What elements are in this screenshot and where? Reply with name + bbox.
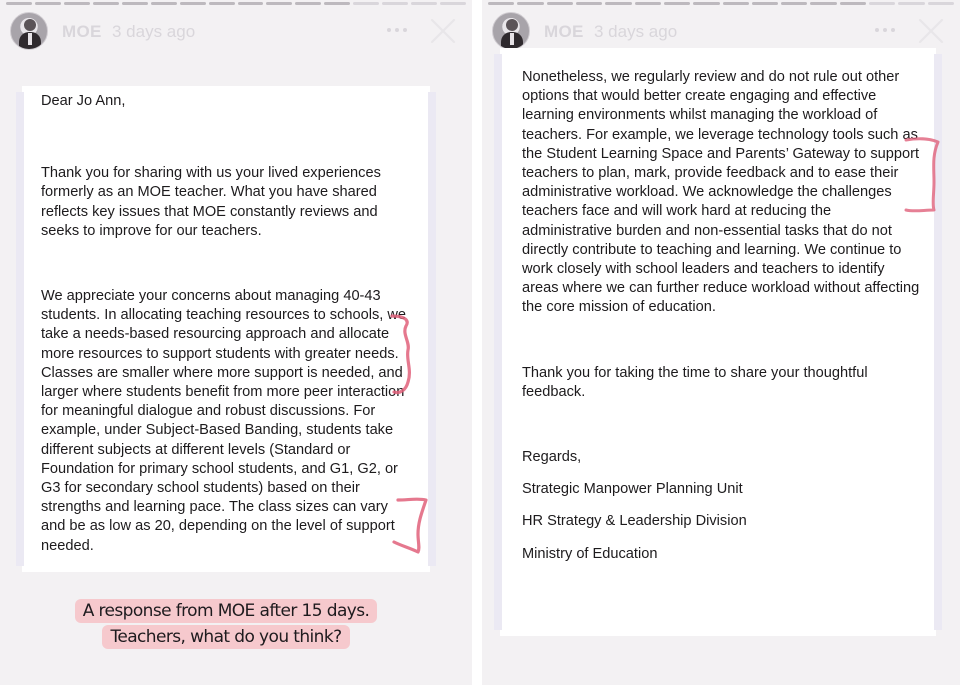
story-panel-right[interactable] [482,0,960,685]
avatar[interactable] [492,12,530,50]
signature-unit: Strategic Manpower Planning Unit [522,481,743,498]
letter-page [500,48,936,636]
story-progress-bar [6,2,466,5]
signature-ministry: Ministry of Education [522,545,658,562]
more-icon[interactable] [384,20,410,40]
account-name[interactable]: MOE [544,22,584,41]
letter-page [22,86,430,572]
signature-division: HR Strategy & Leadership Division [522,513,747,530]
more-icon[interactable] [872,20,898,40]
letter-closing: Regards, [522,449,582,466]
avatar[interactable] [10,12,48,50]
account-name[interactable]: MOE [62,22,102,41]
letter-paragraph: Thank you for taking the time to share your thoughtful feedback. [522,364,868,400]
story-divider [472,0,482,685]
story-header [492,12,950,52]
timestamp: 3 days ago [112,22,196,41]
caption-text: A response from MOE after 15 days. Teachers, what do you think? [75,599,378,649]
timestamp: 3 days ago [594,22,678,41]
story-panel-left[interactable] [0,0,472,685]
story-progress-bar [488,2,954,5]
story-caption [44,598,408,650]
letter-paragraph: We appreciate your concerns about managing 40-43 students. In allocating teaching resources to schools, we take a needs-based resourcing approach and allocate more resources to support students with greater needs. Classes are smaller where more support is needed, and larger where students benefit from more peer interaction for meaningful dialogue and robust discussions. For example, under Subject-Based Banding, students take different subjects at different levels (Standard or Foundation for primary school students, and G1, G2, or G3 for secondary school students) based on their strengths and learning pace. The class sizes can vary and be as low as 20, depending on the level of support needed. [41,288,407,554]
letter-greeting: Dear Jo Ann, [41,93,126,109]
close-icon[interactable] [916,16,946,46]
story-header [10,12,462,52]
letter-paragraph: Nonetheless, we regularly review and do not rule out other options that would better create engaging and effective learning environments whilst managing the workload of teachers. For example, we leverage technology tools such as the Student Learning Space and Parents’ Gateway to support teachers to plan, mark, provide feedback and to ease their administrative workload. We acknowledge the challenges teachers face and will work hard at reducing the administrative burden and non-essential tasks that do not directly contribute to teaching and learning. We continue to work closely with school leaders and teachers to identify areas where we can further reduce workload without affecting the core mission of education. [522,69,920,316]
letter-paragraph: Thank you for sharing with us your lived experiences formerly as an MOE teacher. What you have shared reflects key issues that MOE constantly reviews and seeks to improve for our teachers. [41,165,381,239]
close-icon[interactable] [428,16,458,46]
